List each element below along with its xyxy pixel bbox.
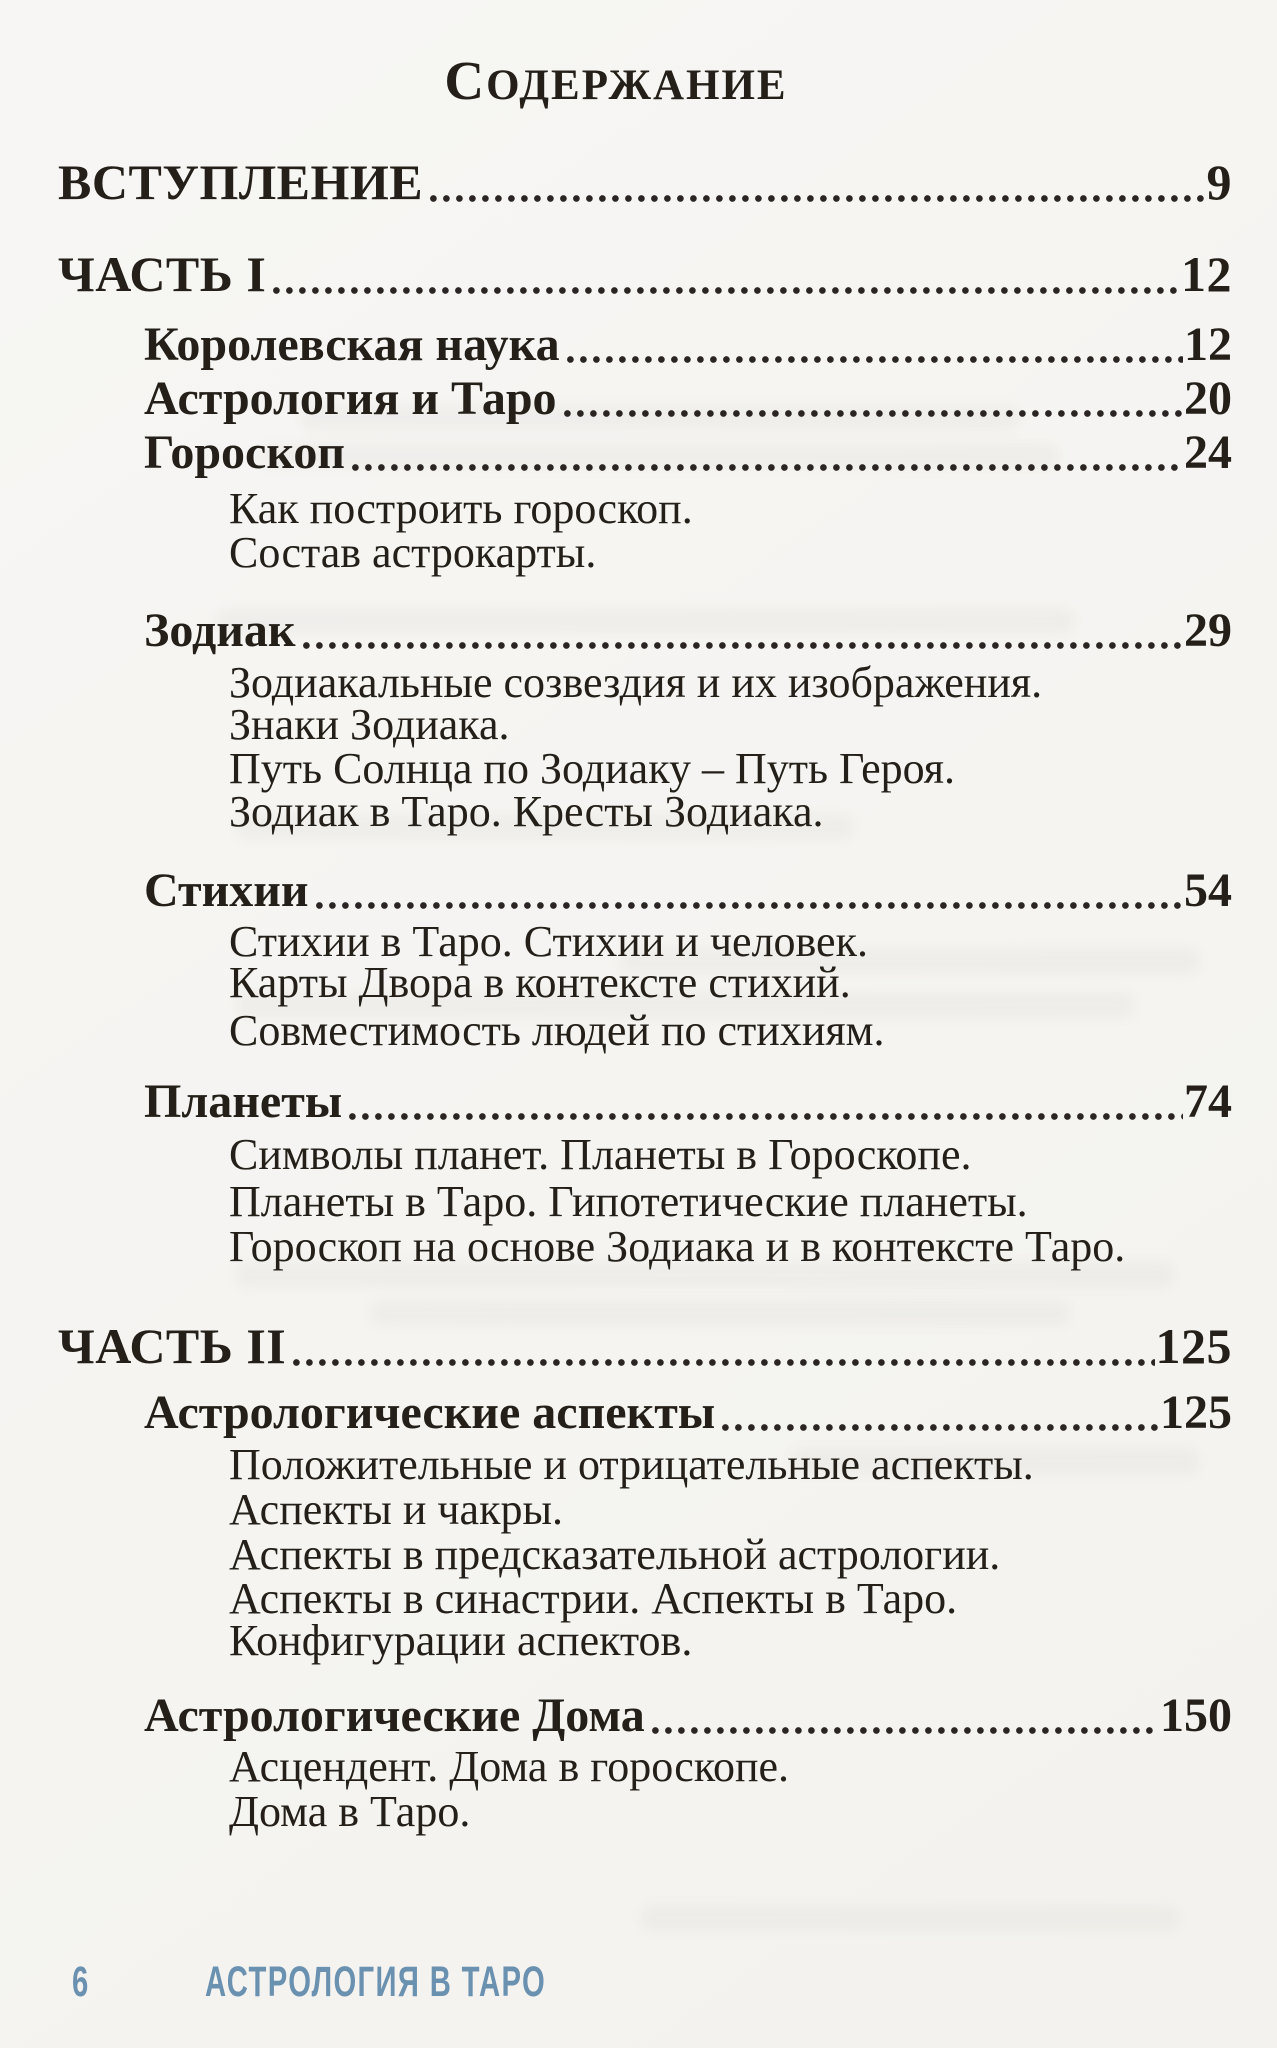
dot-leader bbox=[303, 641, 1183, 650]
toc-subtopic-label: Аспекты в предсказательной астрологии. bbox=[229, 1530, 1001, 1579]
toc-entry-page: 20 bbox=[1184, 372, 1232, 425]
toc-subtopic-label: Аспекты в синастрии. Аспекты в Таро. bbox=[229, 1574, 958, 1623]
toc-entry-page: 74 bbox=[1184, 1075, 1232, 1128]
toc-entry bbox=[144, 1077, 1232, 1127]
toc-subtopic bbox=[229, 530, 1232, 576]
toc-subtopic bbox=[229, 1179, 1232, 1225]
toc-subtopic-label: Совместимость людей по стихиям. bbox=[229, 1006, 885, 1055]
toc-subtopic-label: Стихии в Таро. Стихии и человек. bbox=[229, 917, 868, 966]
toc-subtopic-label: Зодиак в Таро. Кресты Зодиака. bbox=[229, 787, 824, 836]
toc-subtopic-label: Символы планет. Планеты в Гороскопе. bbox=[229, 1130, 972, 1179]
toc-subtopic bbox=[229, 1487, 1232, 1533]
dot-leader bbox=[652, 1726, 1159, 1735]
toc-entry-label: Стихии bbox=[144, 864, 309, 917]
toc-subtopic bbox=[229, 1224, 1232, 1270]
footer-page-number: 6 bbox=[72, 1958, 89, 2006]
toc-entry bbox=[58, 1320, 1232, 1373]
page-title: СОДЕРЖАНИЕ bbox=[444, 49, 788, 111]
dot-leader bbox=[352, 463, 1183, 472]
toc-subtopic bbox=[229, 1008, 1232, 1054]
toc-subtopic-label: Карты Двора в контексте стихий. bbox=[229, 958, 851, 1007]
toc-entry-page: 12 bbox=[1184, 318, 1232, 371]
toc-entry-label: Планеты bbox=[144, 1075, 343, 1128]
toc-entry bbox=[58, 156, 1232, 209]
toc-entry bbox=[144, 866, 1232, 916]
toc-subtopic bbox=[229, 1744, 1232, 1790]
dot-leader bbox=[430, 194, 1205, 203]
dot-leader bbox=[293, 1358, 1154, 1367]
toc-entry-page: 24 bbox=[1184, 426, 1232, 479]
toc-subtopic-label: Как построить гороскоп. bbox=[229, 484, 693, 533]
toc-entry-label: Астрологические Дома bbox=[144, 1689, 645, 1742]
toc-subtopic-label: Гороскоп на основе Зодиака и в контексте Таро. bbox=[229, 1222, 1126, 1271]
toc-subtopic bbox=[229, 702, 1232, 748]
toc-entry-label: Астрология и Таро bbox=[144, 372, 557, 425]
toc-entry bbox=[144, 1691, 1232, 1741]
toc-entry-page: 150 bbox=[1160, 1689, 1232, 1742]
footer-book-title: АСТРОЛОГИЯ В ТАРО bbox=[205, 1958, 547, 2006]
toc-entry-page: 12 bbox=[1181, 246, 1232, 302]
toc-entry-page: 125 bbox=[1155, 1318, 1232, 1374]
toc-entry-label: ЧАСТЬ I bbox=[58, 246, 267, 302]
toc-subtopic-label: Планеты в Таро. Гипотетические планеты. bbox=[229, 1177, 1028, 1226]
toc-subtopic bbox=[229, 1618, 1232, 1664]
dot-leader bbox=[567, 355, 1183, 364]
dot-leader bbox=[722, 1423, 1159, 1432]
toc-subtopic-label: Дома в Таро. bbox=[229, 1787, 471, 1836]
toc-entry bbox=[144, 428, 1232, 478]
toc-entry-label: ВСТУПЛЕНИЕ bbox=[58, 154, 424, 210]
toc-subtopic bbox=[229, 1132, 1232, 1178]
toc-subtopic-label: Положительные и отрицательные аспекты. bbox=[229, 1440, 1034, 1489]
toc-entry-label: Астрологические аспекты bbox=[144, 1386, 716, 1439]
toc-subtopic bbox=[229, 1442, 1232, 1488]
toc-entry-label: ЧАСТЬ II bbox=[58, 1318, 287, 1374]
toc-subtopic bbox=[229, 960, 1232, 1006]
toc-subtopic-label: Состав астрокарты. bbox=[229, 528, 597, 577]
toc-subtopic bbox=[229, 789, 1232, 835]
toc-entry-page: 54 bbox=[1184, 864, 1232, 917]
toc-entry-page: 125 bbox=[1160, 1386, 1232, 1439]
dot-leader bbox=[273, 286, 1180, 295]
bleed-through-smudge bbox=[640, 1905, 1180, 1931]
toc-entry-page: 9 bbox=[1206, 154, 1232, 210]
toc-subtopic-label: Знаки Зодиака. bbox=[229, 700, 510, 749]
toc-subtopic bbox=[229, 486, 1232, 532]
dot-leader bbox=[316, 901, 1183, 910]
toc-subtopic bbox=[229, 1532, 1232, 1578]
toc-entry bbox=[144, 1388, 1232, 1438]
toc-subtopic-label: Путь Солнца по Зодиаку – Путь Героя. bbox=[229, 744, 956, 793]
toc-entry-label: Королевская наука bbox=[144, 318, 560, 371]
toc-subtopic-label: Конфигурации аспектов. bbox=[229, 1616, 693, 1665]
toc-entry bbox=[58, 248, 1232, 301]
toc-subtopic-label: Асцендент. Дома в гороскопе. bbox=[229, 1742, 790, 1791]
toc-entry-label: Гороскоп bbox=[144, 426, 345, 479]
toc-subtopic bbox=[229, 746, 1232, 792]
toc-entry bbox=[144, 606, 1232, 656]
toc-entry-label: Зодиак bbox=[144, 604, 296, 657]
toc-subtopic-label: Зодиакальные созвездия и их изображения. bbox=[229, 658, 1043, 707]
toc-entry-page: 29 bbox=[1184, 604, 1232, 657]
toc-subtopic-label: Аспекты и чакры. bbox=[229, 1485, 564, 1534]
toc-entry bbox=[144, 320, 1232, 370]
dot-leader bbox=[564, 409, 1183, 418]
toc-subtopic bbox=[229, 1789, 1232, 1835]
dot-leader bbox=[349, 1112, 1183, 1121]
toc-entry bbox=[144, 374, 1232, 424]
